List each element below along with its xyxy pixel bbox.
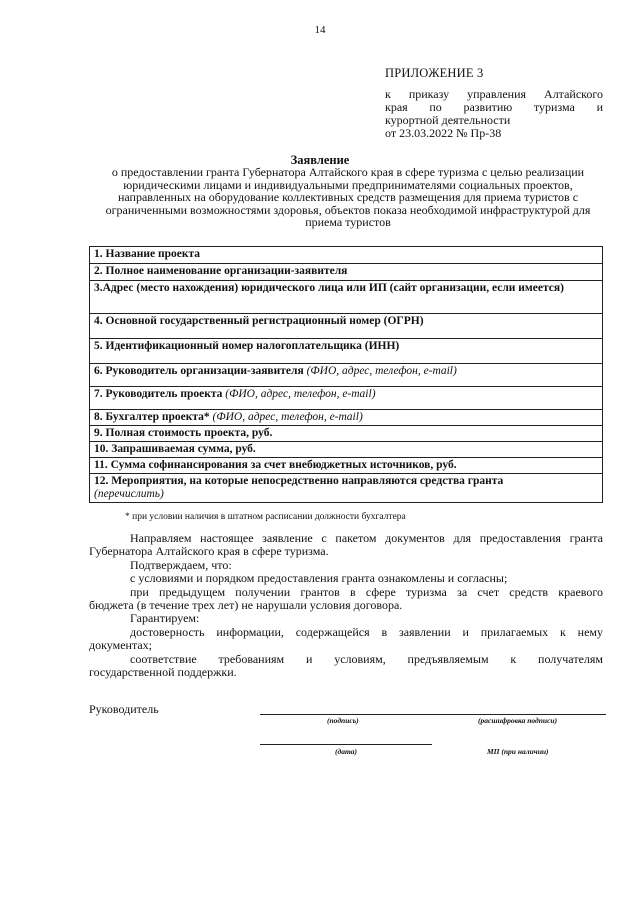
- table-row: [90, 410, 603, 426]
- table-row: [90, 281, 603, 314]
- appendix-reference: [385, 88, 603, 140]
- table-row: [90, 458, 603, 474]
- page-number: 14: [314, 24, 326, 36]
- form-row-label: 9. Полная стоимость проекта, руб.: [90, 426, 603, 442]
- appendix-line-4: от 23.03.2022 № Пр-38: [385, 126, 502, 140]
- form-row-label: 4. Основной государственный регистрационный номер (ОГРН): [90, 314, 603, 339]
- form-row-label: 1. Название проекта: [90, 247, 603, 264]
- paragraph-intro: Направляем настоящее заявление с пакетом документов для предоставления гранта Губернатора Алтайского края в сфере туризма. Подтверждаем, что: с условиями и порядком предоставления гранта ознакомлены и согласны; при предыдущем получении грантов в сфере туризма за счет средств краевого бюджета (в течение трех лет) не нарушали условия договора. Гарантируем: достоверность информации, содержащейся в заявлении и прилагаемых к нему документах; соответствие требованиям и условиям, предъявляемым к получателям государственной поддержки.: [89, 531, 603, 680]
- table-row: [90, 364, 603, 387]
- form-row-label: 10. Запрашиваемая сумма, руб.: [90, 442, 603, 458]
- table-row: [90, 314, 603, 339]
- date-line: [260, 744, 432, 745]
- signature-line: [260, 714, 606, 715]
- document-heading: Заявление: [290, 153, 350, 167]
- table-row: [90, 387, 603, 410]
- form-row-note: (ФИО, адрес, телефон, e-mail): [225, 388, 376, 400]
- table-row: [90, 339, 603, 364]
- document-subtitle: о предоставлении гранта Губернатора Алтайского края в сфере туризма с целью реализации юридическими лицами и индивидуальными предпринимателями социальных проектов, направленных на оборудование коллективных средств размещения для приема туристов с ограниченными возможностями здоровья, объектов показа необходимой инфраструктурой для приема туристов: [105, 165, 591, 230]
- form-row-label: 3.Адрес (место нахождения) юридического лица или ИП (сайт организации, если имеется): [90, 281, 603, 314]
- table-row: [90, 442, 603, 458]
- table-row: [90, 426, 603, 442]
- form-row-note: (ФИО, адрес, телефон, e-mail): [212, 411, 363, 423]
- form-row-note: (ФИО, адрес, телефон, e-mail): [306, 365, 457, 377]
- form-row-label: 8. Бухгалтер проекта* (ФИО, адрес, телефон, e-mail): [90, 410, 603, 426]
- appendix-title: ПРИЛОЖЕНИЕ 3: [385, 66, 484, 80]
- appendix-line-3: курортной деятельности: [385, 113, 511, 127]
- form-row-label: 2. Полное наименование организации-заявителя: [90, 264, 603, 281]
- form-row-label: 6. Руководитель организации-заявителя (ФИО, адрес, телефон, e-mail): [90, 364, 603, 387]
- table-row: [90, 264, 603, 281]
- appendix-line-1: к приказу управления Алтайского: [385, 87, 603, 101]
- signature-caption: (подпись): [327, 716, 359, 725]
- footnote: * при условии наличия в штатном расписании должности бухгалтера: [125, 512, 406, 522]
- appendix-line-2: края по развитию туризма и: [385, 100, 603, 114]
- stamp-caption: МП (при наличии): [487, 747, 549, 756]
- date-caption: (дата): [335, 747, 358, 756]
- table-row: [90, 474, 603, 503]
- signatory-role: Руководитель: [89, 702, 159, 716]
- form-row-label: 12. Мероприятия, на которые непосредственно направляются средства гранта (перечислить): [90, 474, 603, 503]
- form-row-label: 11. Сумма софинансирования за счет внебюджетных источников, руб.: [90, 458, 603, 474]
- application-form-table: [89, 246, 603, 503]
- form-row-label: 5. Идентификационный номер налогоплательщика (ИНН): [90, 339, 603, 364]
- form-row-label: 7. Руководитель проекта (ФИО, адрес, телефон, e-mail): [90, 387, 603, 410]
- signature-decode-caption: (расшифровка подписи): [478, 716, 558, 725]
- form-row-note: (перечислить): [94, 488, 164, 500]
- table-row: [90, 247, 603, 264]
